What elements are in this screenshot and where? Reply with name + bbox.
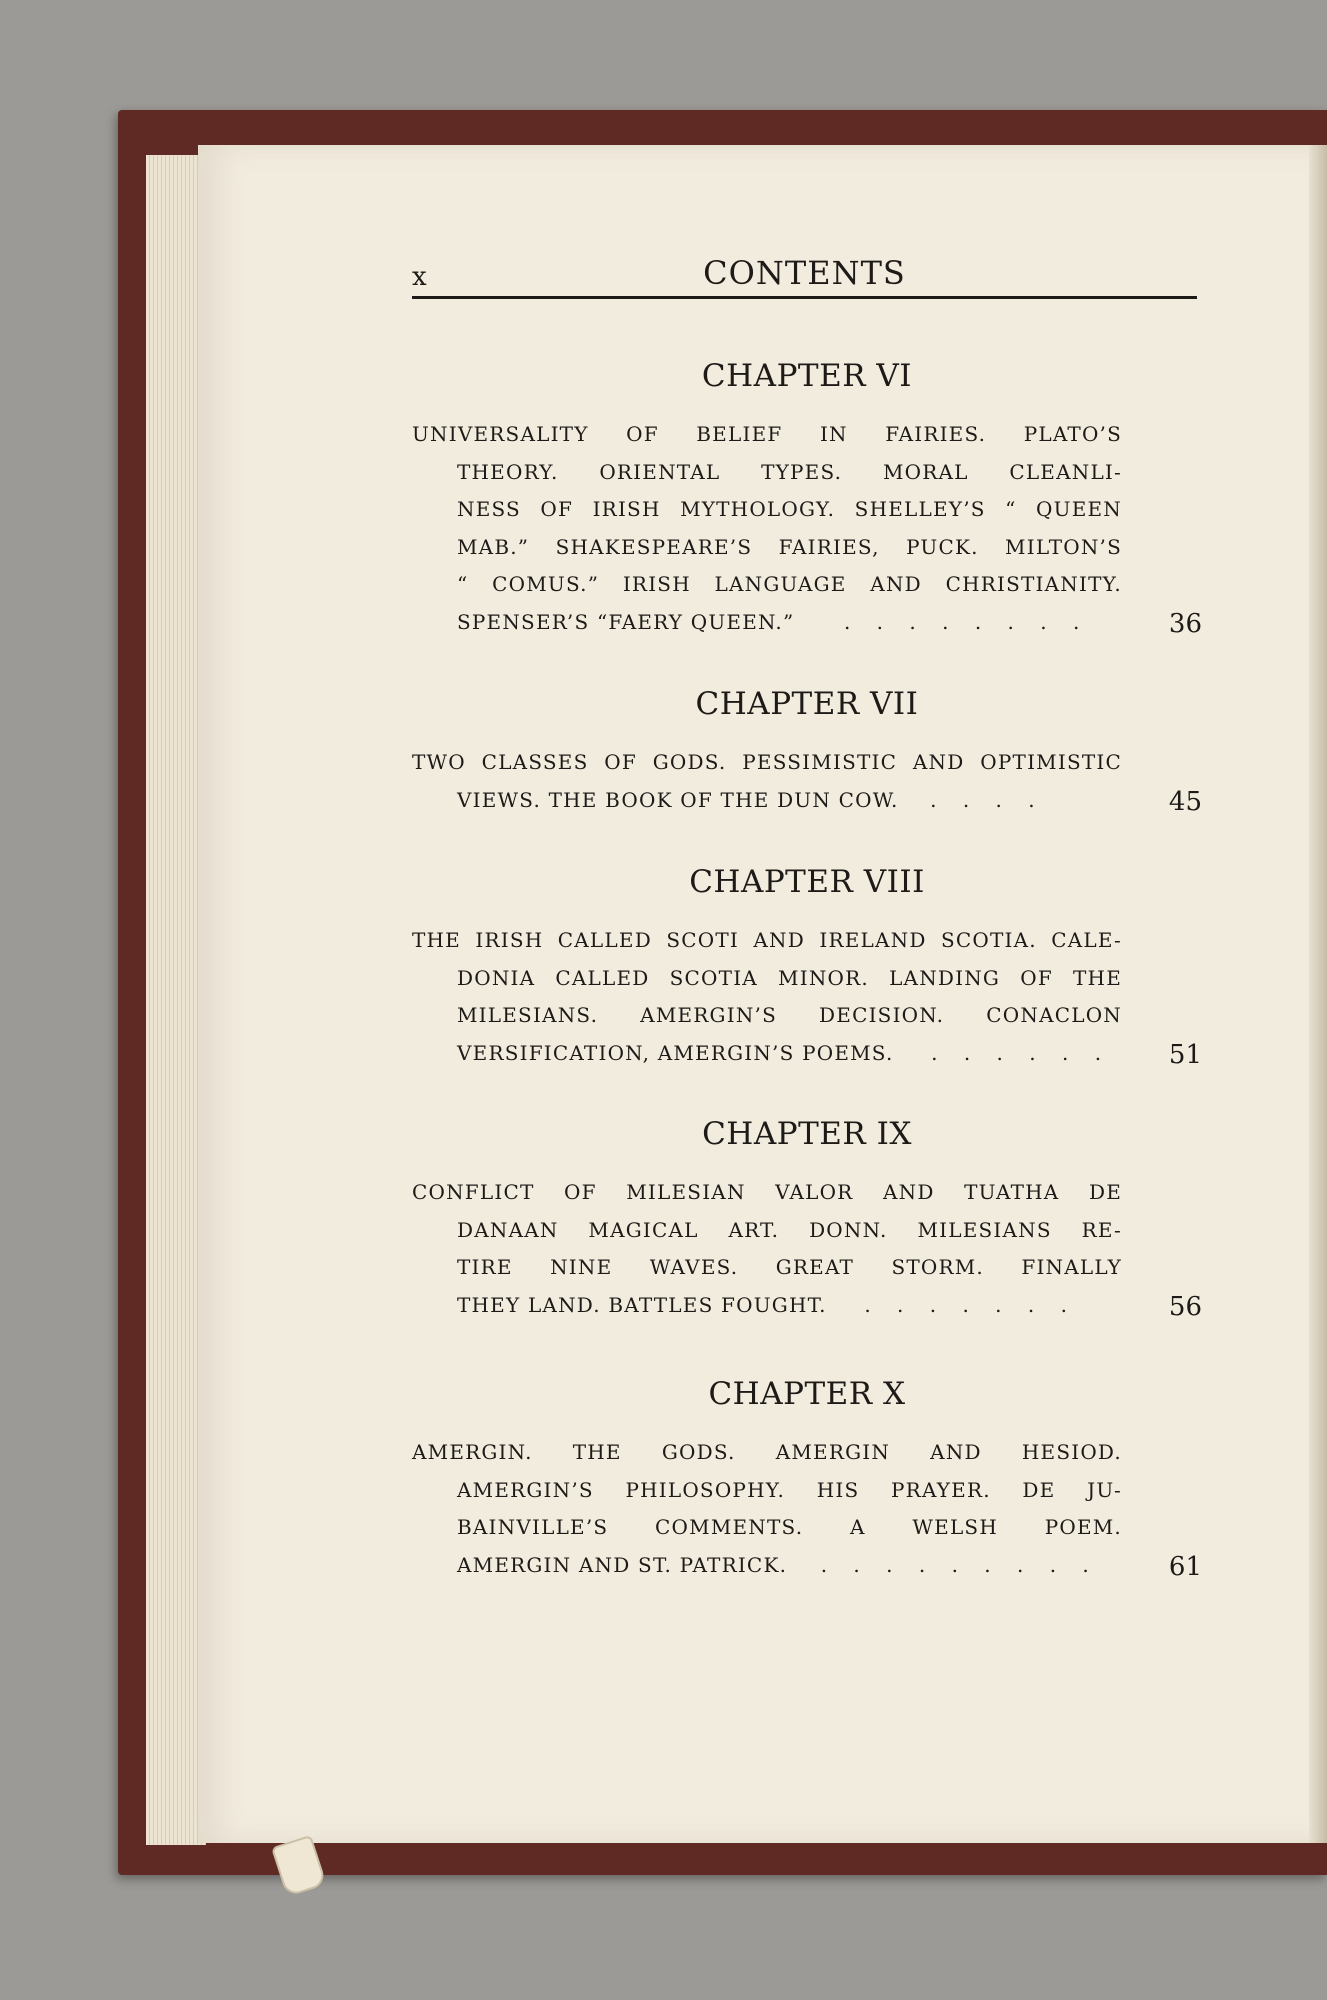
entry-line: “ COMUS.” IRISH LANGUAGE AND CHRISTIANITY. <box>457 572 1122 596</box>
page-gutter <box>1309 145 1327 1843</box>
entry-line: MAB.” SHAKESPEARE’S FAIRIES, PUCK. MILTON’S <box>457 534 1122 559</box>
contents-entry <box>412 416 1202 641</box>
entry-page-number: 36 <box>1168 609 1202 639</box>
entry-line: AMERGIN. THE GODS. AMERGIN AND HESIOD. <box>412 1440 1122 1464</box>
chapter-heading: CHAPTER X <box>708 1376 906 1412</box>
entry-line: AMERGIN’S PHILOSOPHY. HIS PRAYER. DE JU- <box>457 1477 1122 1502</box>
entry-page-number: 51 <box>1168 1040 1202 1070</box>
entry-line <box>412 782 1122 820</box>
entry-line: MILESIANS. AMERGIN’S DECISION. CONACLON <box>457 1003 1122 1027</box>
chapter-section-x <box>412 1376 1202 1584</box>
entry-line <box>412 1035 1122 1073</box>
chapter-heading: CHAPTER IX <box>702 1116 912 1152</box>
leader-dots: . . . . . . <box>931 1040 1112 1065</box>
entry-text: THEY LAND. BATTLES FOUGHT. <box>457 1292 827 1317</box>
leader-dots: . . . . . . . . . <box>820 1552 1099 1577</box>
entry-page-number: 61 <box>1168 1552 1202 1582</box>
chapter-heading: CHAPTER VII <box>695 686 919 722</box>
leader-dots: . . . . . . . <box>864 1292 1077 1317</box>
chapter-heading: CHAPTER VI <box>701 358 913 394</box>
page-number: x <box>412 262 427 292</box>
entry-line: THEORY. ORIENTAL TYPES. MORAL CLEANLI- <box>457 459 1122 484</box>
entry-line: UNIVERSALITY OF BELIEF IN FAIRIES. PLATO’S <box>412 422 1122 446</box>
entry-line: DONIA CALLED SCOTIA MINOR. LANDING OF THE <box>457 965 1122 990</box>
entry-text: VIEWS. THE BOOK OF THE DUN COW. <box>457 787 899 812</box>
entry-text: AMERGIN AND ST. PATRICK. <box>457 1552 788 1577</box>
entry-line: TIRE NINE WAVES. GREAT STORM. FINALLY <box>457 1255 1122 1279</box>
header-rule <box>412 296 1197 299</box>
entry-page-number: 56 <box>1168 1292 1202 1322</box>
entry-line: CONFLICT OF MILESIAN VALOR AND TUATHA DE <box>412 1180 1122 1204</box>
entry-line: THE IRISH CALLED SCOTI AND IRELAND SCOTIA. CALE- <box>412 928 1122 952</box>
entry-page-number: 45 <box>1168 787 1202 817</box>
contents-entry <box>412 1434 1202 1584</box>
entry-line: TWO CLASSES OF GODS. PESSIMISTIC AND OPTIMISTIC <box>412 750 1122 774</box>
entry-line: NESS OF IRISH MYTHOLOGY. SHELLEY’S “ QUEEN <box>457 497 1122 521</box>
leader-dots: . . . . <box>930 787 1045 812</box>
leader-dots: . . . . . . . . <box>843 609 1090 634</box>
page-edges <box>146 155 206 1845</box>
chapter-heading: CHAPTER VIII <box>689 864 925 900</box>
chapter-section-viii <box>412 864 1202 1072</box>
page-title: CONTENTS <box>703 254 906 292</box>
entry-line: BAINVILLE’S COMMENTS. A WELSH POEM. <box>457 1515 1122 1539</box>
contents-entry <box>412 922 1202 1072</box>
entry-line <box>412 1547 1122 1585</box>
chapter-section-vii <box>412 686 1202 819</box>
entry-line <box>412 1287 1122 1325</box>
contents-entry <box>412 744 1202 819</box>
entry-line: DANAAN MAGICAL ART. DONN. MILESIANS RE- <box>457 1217 1122 1242</box>
entry-line <box>412 604 1122 642</box>
entry-text: SPENSER’S “FAERY QUEEN.” <box>457 609 795 634</box>
running-head <box>412 248 1197 292</box>
chapter-section-ix <box>412 1116 1202 1324</box>
entry-text: VERSIFICATION, AMERGIN’S POEMS. <box>457 1040 894 1065</box>
contents-entry <box>412 1174 1202 1324</box>
chapter-section-vi <box>412 358 1202 641</box>
